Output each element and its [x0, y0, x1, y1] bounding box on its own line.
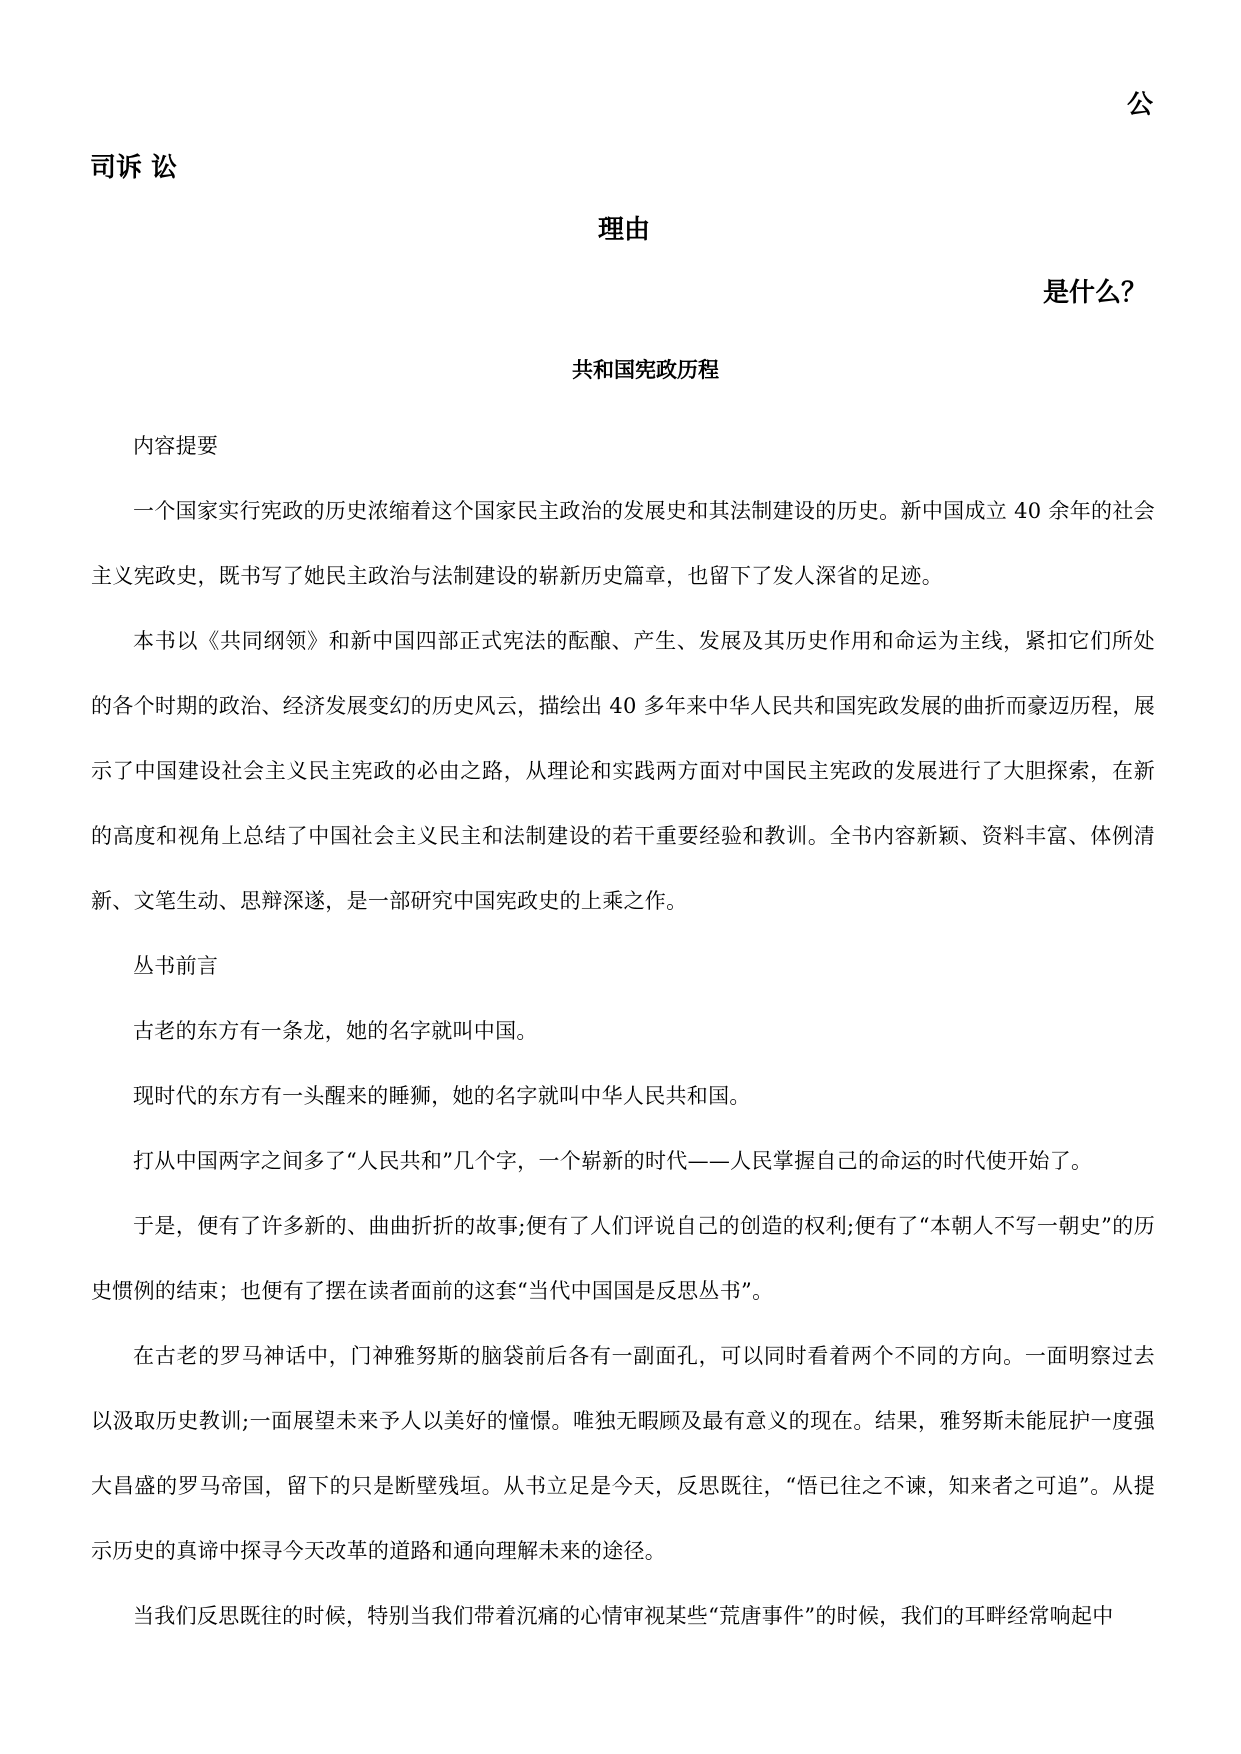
paragraph: 本书以《共同纲领》和新中国四部正式宪法的酝酿、产生、发展及其历史作用和命运为主线，紧扣它们所处的各个时期的政治、经济发展变幻的历史风云，描绘出 40 多年来中华人民共和国宪政发展的曲折而豪迈历程，展示了中国建设社会主义民主宪政的必由之路，从理论和实践两方面对中国民主宪政的发展进行了大胆探索，在新的高度和视角上总结了中国社会主义民主和法制建设的若干重要经验和教训。全书内容新颖、资料丰富、体例清新、文笔生动、思辩深遂，是一部研究中国宪政史的上乘之作。: [91, 629, 1155, 913]
heading-fragment-4: 是什么？: [1042, 278, 1147, 308]
paragraph: 现时代的东方有一头醒来的睡狮，她的名字就叫中华人民共和国。: [133, 1084, 751, 1108]
paragraph: 当我们反思既往的时候，特别当我们带着沉痛的心情审视某些“荒唐事件”的时候，我们的耳畔经常响起中: [133, 1604, 1114, 1628]
paragraph: 于是，便有了许多新的、曲曲折折的故事;便有了人们评说自己的创造的权利;便有了“本朝人不写一朝史”的历史惯例的结束；也便有了摆在读者面前的这套“当代中国国是反思丛书”。: [91, 1214, 1155, 1303]
heading-fragment-2: 司诉 讼: [90, 153, 178, 183]
section-heading-abstract: 内容提要: [133, 434, 219, 458]
paragraph: 一个国家实行宪政的历史浓缩着这个国家民主政治的发展史和其法制建设的历史。新中国成立 40 余年的社会主义宪政史，既书写了她民主政治与法制建设的崭新历史篇章，也留下了发人深省的足迹。: [91, 499, 1155, 588]
heading-fragment-3: 理由: [598, 215, 651, 245]
paragraph: 打从中国两字之间多了“人民共和”几个字，一个崭新的时代——人民掌握自己的命运的时代使开始了。: [133, 1149, 1093, 1173]
paragraph: 古老的东方有一条龙，她的名字就叫中国。: [133, 1019, 538, 1043]
section-heading-preface: 丛书前言: [133, 954, 219, 978]
paragraph: 在古老的罗马神话中，门神雅努斯的脑袋前后各有一副面孔，可以同时看着两个不同的方向。一面明察过去以汲取历史教训;一面展望未来予人以美好的憧憬。唯独无暇顾及最有意义的现在。结果，雅努斯未能屁护一度强大昌盛的罗马帝国，留下的只是断壁残垣。从书立足是今天，反思既往，“悟已往之不谏，知来者之可追”。从提示历史的真谛中探寻今天改革的道路和通向理解未来的途径。: [91, 1344, 1155, 1563]
document-body: [91, 414, 1155, 1649]
heading-fragment-1: 公: [1126, 90, 1153, 120]
document-title: 共和国宪政历程: [572, 358, 719, 382]
